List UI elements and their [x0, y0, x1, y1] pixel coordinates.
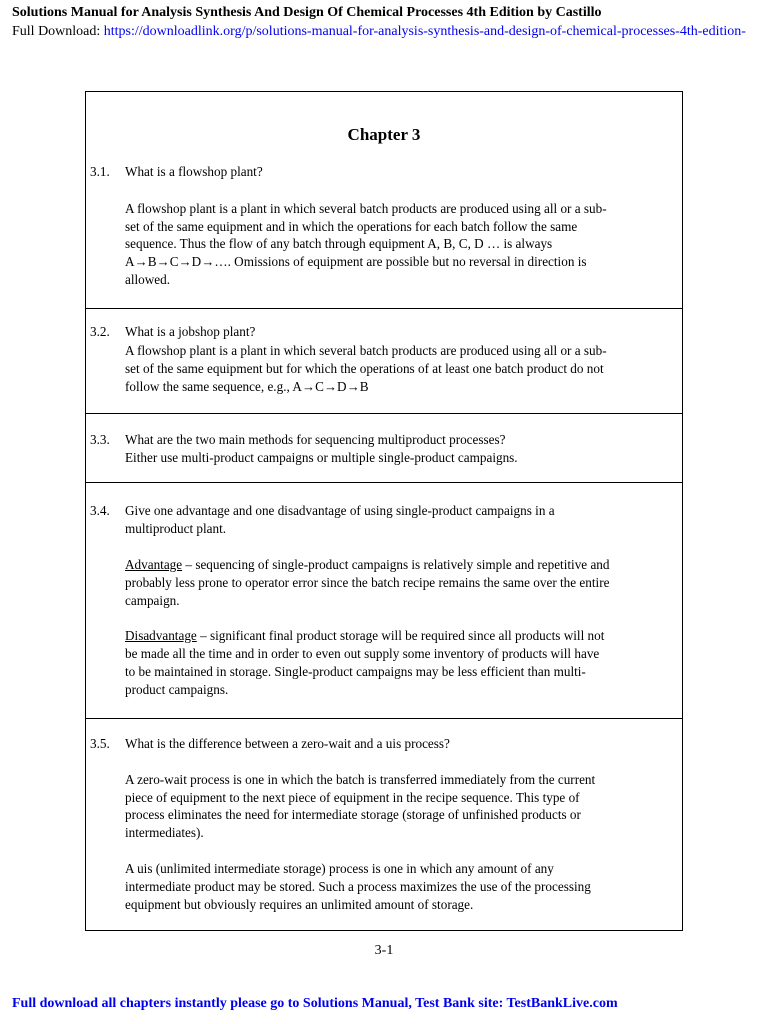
section-3-3	[86, 414, 682, 483]
download-line	[12, 24, 768, 40]
section-3-2	[86, 309, 682, 414]
answer-line: sequence. Thus the flow of any batch through equipment A, B, C, D … is always	[125, 236, 553, 251]
advantage-label: Advantage	[125, 557, 183, 572]
answer-line: allowed.	[125, 272, 171, 287]
answer-line: set of the same equipment but for which the operations of at least one batch product do not	[125, 361, 604, 376]
question-text: multiproduct plant.	[125, 521, 227, 536]
question-text: What is the difference between a zero-wait and a uis process?	[125, 736, 450, 751]
question-number: 3.3.	[90, 432, 110, 447]
answer-line: A uis (unlimited intermediate storage) process is one in which any amount of any	[125, 861, 554, 876]
section-3-5	[86, 719, 682, 930]
advantage-line: probably less prone to operator error since the batch recipe remains the same over the entire	[125, 575, 610, 590]
disadvantage-line: be made all the time and in order to even out supply some inventory of products will have	[125, 646, 600, 661]
question-text: Give one advantage and one disadvantage of using single-product campaigns in a	[125, 503, 555, 518]
answer-line: follow the same sequence, e.g., A→C→D→B	[125, 379, 369, 394]
question-text: What is a jobshop plant?	[125, 324, 256, 339]
page-number: 3-1	[374, 943, 394, 958]
download-label: Full Download:	[12, 24, 104, 39]
answer-line: Either use multi-product campaigns or multiple single-product campaigns.	[125, 450, 518, 465]
question-number: 3.1.	[90, 164, 110, 179]
download-link[interactable]: https://downloadlink.org/p/solutions-manual-for-analysis-synthesis-and-design-of-chemical-processes-4th-edition-	[103, 24, 746, 39]
answer-line: A→B→C→D→…. Omissions of equipment are possible but no reversal in direction is	[125, 254, 587, 269]
advantage-text: – sequencing of single-product campaigns is relatively simple and repetitive and	[182, 557, 610, 572]
answer-line: set of the same equipment and in which the operations for each batch follow the same	[125, 219, 578, 234]
question-number: 3.5.	[90, 736, 110, 751]
footer-link[interactable]: Full download all chapters instantly please go to Solutions Manual, Test Bank site: TestBankLive.com	[12, 996, 618, 1011]
section-3-1	[86, 92, 682, 309]
disadvantage-line: to be maintained in storage. Single-product campaigns may be less efficient than multi-	[125, 664, 586, 679]
answer-line: A flowshop plant is a plant in which several batch products are produced using all or a sub-	[125, 343, 607, 358]
answer-line: intermediates).	[125, 825, 204, 840]
advantage-line: campaign.	[125, 593, 180, 608]
section-3-4	[86, 483, 682, 719]
question-number: 3.4.	[90, 503, 110, 518]
chapter-content-box	[85, 91, 683, 931]
document-title: Solutions Manual for Analysis Synthesis And Design Of Chemical Processes 4th Edition by Castillo	[12, 5, 602, 20]
answer-line: intermediate product may be stored. Such a process maximizes the use of the processing	[125, 879, 591, 894]
question-text: What is a flowshop plant?	[125, 164, 263, 179]
advantage-line	[125, 556, 610, 574]
disadvantage-line	[125, 627, 604, 645]
answer-line: A flowshop plant is a plant in which several batch products are produced using all or a sub-	[125, 201, 607, 216]
answer-line: process eliminates the need for intermediate storage (storage of unfinished products or	[125, 807, 581, 822]
disadvantage-line: product campaigns.	[125, 682, 229, 697]
disadvantage-label: Disadvantage	[125, 628, 197, 643]
question-number: 3.2.	[90, 324, 110, 339]
answer-line: A zero-wait process is one in which the batch is transferred immediately from the current	[125, 772, 596, 787]
question-text: What are the two main methods for sequencing multiproduct processes?	[125, 432, 506, 447]
chapter-title: Chapter 3	[347, 125, 421, 144]
answer-line: equipment but obviously requires an unlimited amount of storage.	[125, 897, 474, 912]
answer-line: piece of equipment to the next piece of equipment in the recipe sequence. This type of	[125, 790, 580, 805]
disadvantage-text: – significant final product storage will be required since all products will not	[196, 628, 605, 643]
